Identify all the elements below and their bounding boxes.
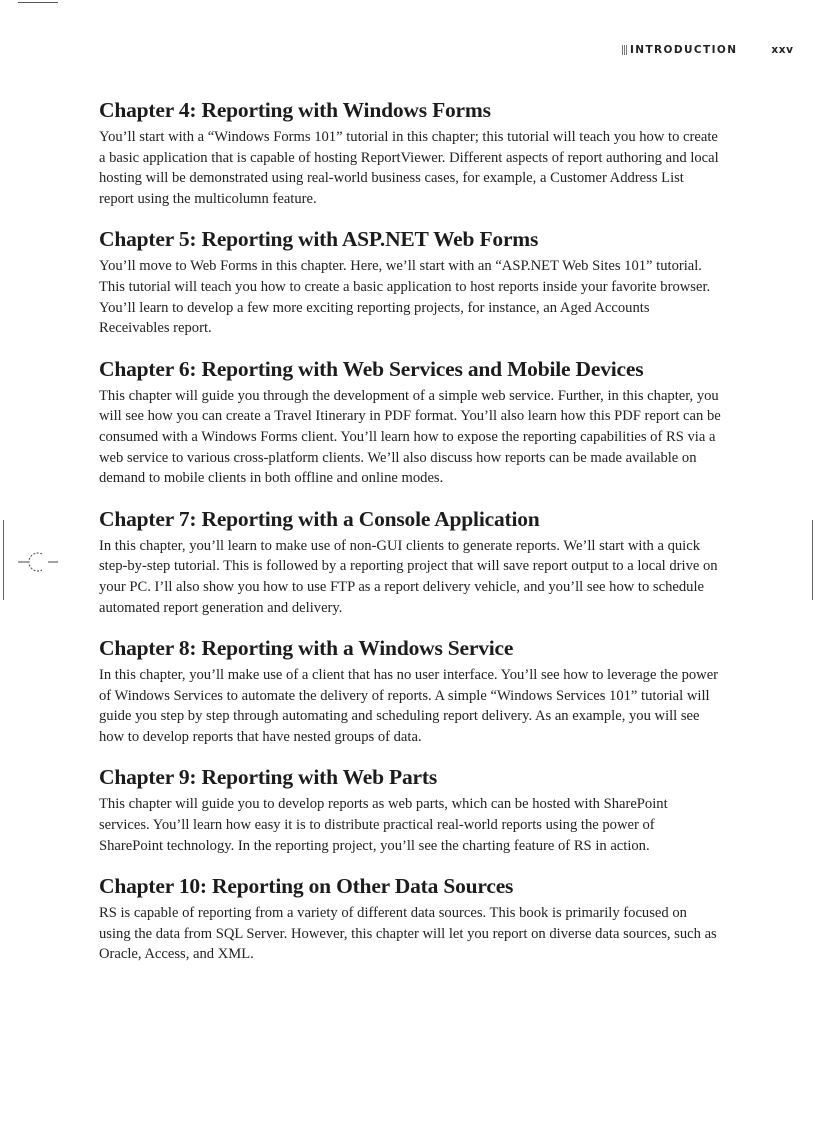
chapter-body: In this chapter, you’ll learn to make use of non-GUI clients to generate reports. We’ll start with a quick step-by-step tutorial. This is followed by a reporting project that will save report output to a local drive on your PC. I’ll also show you how to use FTP as a report delivery vehicle, and you’ll see how to schedule automated report generation and delivery. [99, 537, 718, 616]
chapter-heading: Chapter 5: Reporting with ASP.NET Web Forms [99, 227, 539, 252]
chapter-heading: Chapter 9: Reporting with Web Parts [99, 765, 437, 790]
chapter-body: You’ll move to Web Forms in this chapter. Here, we’ll start with an “ASP.NET Web Sites 101” tutorial. This tutorial will teach you how to create a basic application to host reports inside your favorite browser. You’ll learn to develop a few more exciting reporting projects, for instance, an Aged Accounts Receivables report. [99, 258, 711, 337]
chapter-section [99, 96, 721, 209]
chapter-heading: Chapter 4: Reporting with Windows Forms [99, 98, 491, 122]
running-head [622, 44, 794, 56]
chapter-section [99, 505, 721, 618]
margin-line-right [812, 520, 813, 600]
chapter-body: In this chapter, you’ll make use of a client that has no user interface. You’ll see how to leverage the power of Windows Services to automate the delivery of reports. A simple “Windows Services 101” tutorial will guide you step by step through automating and scheduling report delivery. As an example, you will see how to develop reports that have nested groups of data. [99, 667, 719, 745]
main-content [99, 96, 721, 981]
chapter-heading: Chapter 10: Reporting on Other Data Sources [99, 874, 514, 899]
section-label: INTRODUCTION [630, 44, 738, 56]
chapter-body: This chapter will guide you to develop reports as web parts, which can be hosted with SharePoint services. You’ll learn how easy it is to distribute practical real-world reports using the power of SharePoint technology. In the reporting project, you’ll see the charting feature of RS in action. [99, 796, 668, 854]
chapter-body: You’ll start with a “Windows Forms 101” tutorial in this chapter; this tutorial will teach you how to create a basic application that is capable of hosting ReportViewer. Different aspects of report authoring and local hosting will be demonstrated using real-world business cases, for example, a Customer Address List report using the multicolumn feature. [99, 129, 719, 207]
chapter-section [99, 872, 721, 965]
page-number: xxv [771, 44, 794, 56]
margin-line-left [3, 520, 4, 600]
chapter-heading: Chapter 6: Reporting with Web Services and Mobile Devices [99, 356, 644, 381]
crop-mark-top [18, 2, 58, 3]
chapter-section [99, 634, 721, 747]
chapter-section [99, 355, 721, 489]
chapter-body: This chapter will guide you through the development of a simple web service. Further, in this chapter, you will see how you can create a Travel Itinerary in PDF format. You’ll also learn how this PDF report can be consumed with a Windows Forms client. You’ll learn how to expose the reporting capabilities of RS via a web service to various cross-platform clients. We’ll also discuss how reports can be made available on demand to mobile clients in both offline and online modes. [99, 387, 721, 487]
chapter-heading: Chapter 8: Reporting with a Windows Service [99, 636, 514, 661]
chapter-body: RS is capable of reporting from a variety of different data sources. This book is primarily focused on using the data from SQL Server. However, this chapter will let you report on diverse data sources, such as Oracle, Access, and XML. [99, 905, 717, 963]
chapter-section [99, 225, 721, 338]
chapter-section [99, 763, 721, 856]
registration-mark-icon [18, 550, 60, 574]
header-bars-icon [622, 45, 627, 55]
chapter-heading: Chapter 7: Reporting with a Console Application [99, 506, 540, 531]
